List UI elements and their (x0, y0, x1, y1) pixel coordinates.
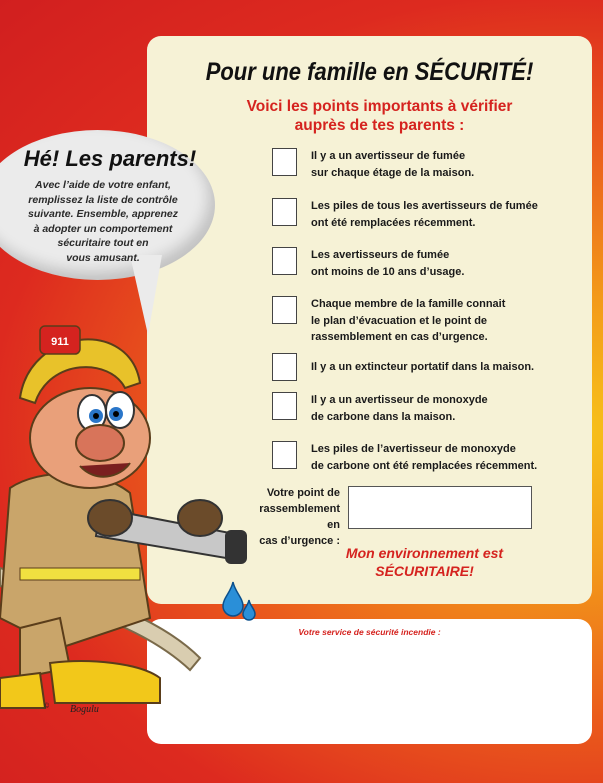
bubble-text: Avec l’aide de votre enfant, remplissez la liste de contrôle suivante. Ensemble, apprenez à adopter un comportement sécuritaire tout en vous amusant. (28, 179, 178, 264)
checklist-item-text: Les piles de l’avertisseur de monoxyde de carbone ont été remplacées récemment. (311, 443, 538, 472)
subtitle (177, 97, 582, 135)
checklist-item-text: Il y a un avertisseur de monoxyde de carbone dans la maison. (311, 394, 488, 423)
checklist-item-text: Il y a un extincteur portatif dans la maison. (311, 361, 535, 373)
checkbox[interactable] (272, 353, 297, 381)
rally-point-input[interactable] (348, 486, 532, 529)
helmet-badge-text: 911 (51, 336, 69, 348)
bubble-title: Hé! Les parents! (23, 146, 197, 171)
checkbox[interactable] (272, 148, 297, 176)
checklist-item-text: Les avertisseurs de fumée ont moins de 10 ans d’usage. (311, 249, 465, 278)
copyright-mark: © (44, 703, 50, 710)
subtitle-text: Voici les points importants à vérifier auprès de tes parents : (246, 98, 513, 134)
checklist-item-text: Les piles de tous les avertisseurs de fumée ont été remplacées récemment. (311, 200, 538, 229)
checklist-item-text: Il y a un avertisseur de fumée sur chaque étage de la maison. (311, 150, 475, 179)
checkbox[interactable] (272, 296, 297, 324)
checklist-item-text: Chaque membre de la famille connait le plan d’évacuation et le point de rassemblement en cas d’urgence. (311, 298, 506, 343)
checkbox[interactable] (272, 198, 297, 226)
checkbox[interactable] (272, 247, 297, 275)
closing-statement: Mon environnement est SÉCURITAIRE! (345, 545, 504, 579)
page-title: Pour une famille en SÉCURITÉ! (205, 58, 534, 86)
checkbox[interactable] (272, 441, 297, 469)
firefighter-mascot-illustration (0, 318, 260, 718)
water-drop-icon (221, 578, 259, 626)
signature: Bogulu (70, 704, 99, 715)
checkbox[interactable] (272, 392, 297, 420)
rally-point-label: Votre point de rassemblement en cas d’urgence : (259, 487, 340, 547)
fire-service-label: Votre service de sécurité incendie : (298, 627, 441, 637)
